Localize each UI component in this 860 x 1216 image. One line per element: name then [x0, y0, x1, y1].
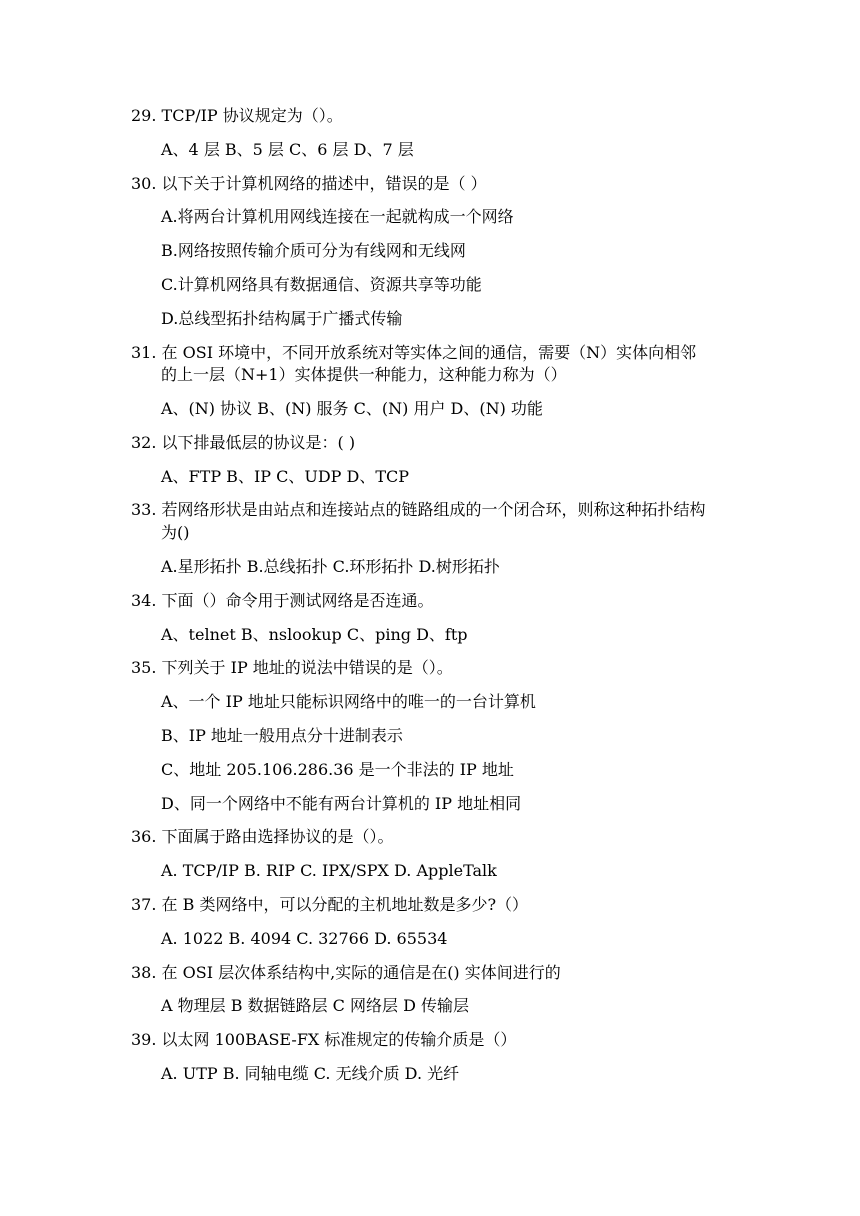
question-37-stem: 37. 在 B 类网络中，可以分配的主机地址数是多少?（） — [131, 895, 529, 914]
question-37-options: A. 1022 B. 4094 C. 32766 D. 65534 — [161, 929, 448, 948]
question-30-stem: 30. 以下关于计算机网络的描述中，错误的是（ ） — [131, 174, 487, 193]
question-34-stem: 34. 下面（）命令用于测试网络是否连通。 — [131, 591, 434, 610]
question-31-options: A、(N) 协议 B、(N) 服务 C、(N) 用户 D、(N) 功能 — [161, 399, 543, 418]
question-36-options: A. TCP/IP B. RIP C. IPX/SPX D. AppleTalk — [161, 861, 497, 880]
question-36-stem: 36. 下面属于路由选择协议的是（）。 — [131, 827, 394, 846]
question-29-stem: 29. TCP/IP 协议规定为（）。 — [131, 106, 343, 125]
question-39-options: A. UTP B. 同轴电缆 C. 无线介质 D. 光纤 — [161, 1064, 460, 1083]
question-31-stem-continued: 的上一层（N+1）实体提供一种能力，这种能力称为（） — [161, 365, 567, 384]
question-32-stem: 32. 以下排最低层的协议是：( ) — [131, 433, 356, 452]
question-38-stem: 38. 在 OSI 层次体系结构中,实际的通信是在() 实体间进行的 — [131, 963, 561, 982]
question-33-options: A.星形拓扑 B.总线拓扑 C.环形拓扑 D.树形拓扑 — [161, 557, 500, 576]
question-34-options: A、telnet B、nslookup C、ping D、ftp — [161, 625, 468, 644]
question-35-option-c: C、地址 205.106.286.36 是一个非法的 IP 地址 — [161, 760, 514, 779]
question-31-stem: 31. 在 OSI 环境中，不同开放系统对等实体之间的通信，需要（N）实体向相邻 — [131, 343, 697, 362]
question-32-options: A、FTP B、IP C、UDP D、TCP — [161, 467, 410, 486]
question-30-option-b: B.网络按照传输介质可分为有线网和无线网 — [161, 241, 466, 260]
question-30-option-c: C.计算机网络具有数据通信、资源共享等功能 — [161, 275, 482, 294]
question-35-option-d: D、同一个网络中不能有两台计算机的 IP 地址相同 — [161, 794, 522, 813]
question-33-stem-continued: 为() — [161, 523, 190, 542]
question-33-stem: 33. 若网络形状是由站点和连接站点的链路组成的一个闭合环，则称这种拓扑结构 — [131, 500, 706, 519]
question-39-stem: 39. 以太网 100BASE-FX 标准规定的传输介质是（） — [131, 1030, 517, 1049]
question-30-option-d: D.总线型拓扑结构属于广播式传输 — [161, 309, 403, 328]
question-35-option-b: B、IP 地址一般用点分十进制表示 — [161, 726, 403, 745]
question-35-option-a: A、一个 IP 地址只能标识网络中的唯一的一台计算机 — [161, 692, 536, 711]
question-38-options: A 物理层 B 数据链路层 C 网络层 D 传输层 — [161, 996, 469, 1015]
question-35-stem: 35. 下列关于 IP 地址的说法中错误的是（）。 — [131, 658, 453, 677]
question-29-options: A、4 层 B、5 层 C、6 层 D、7 层 — [161, 140, 414, 159]
question-30-option-a: A.将两台计算机用网线连接在一起就构成一个网络 — [161, 207, 514, 226]
